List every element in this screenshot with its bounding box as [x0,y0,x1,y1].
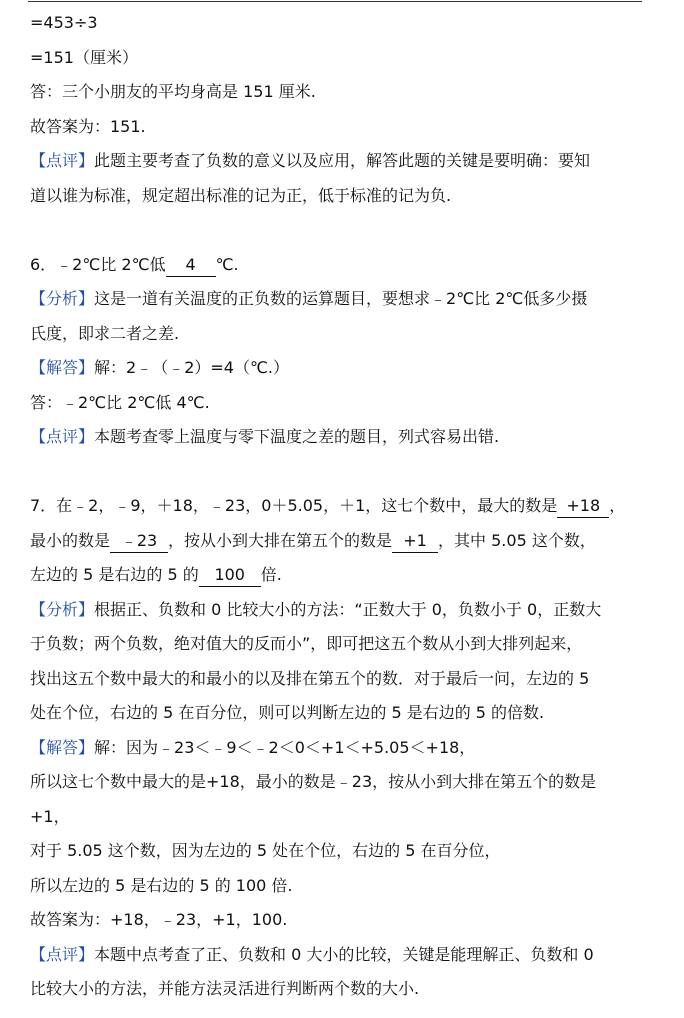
question-7-stem [30,558,644,593]
stem-text: 6．﹣2℃比 2℃低 [30,254,166,274]
solution-line [30,351,644,386]
review-tag: 【点评】 [30,944,95,964]
analysis-line: 找出这五个数中最大的和最小的以及排在第五个的数．对于最后一问，左边的 5 [30,668,590,688]
solution-line: +1， [30,806,70,826]
solution-line: 对于 5.05 这个数，因为左边的 5 处在个位，右边的 5 在百分位， [30,841,501,860]
question-7-stem [30,489,644,524]
page-top-rule [28,1,642,2]
stem-text: ，按从小到大排在第五个的数是 [168,530,393,550]
review-line [30,420,644,455]
text-line: =151（厘米） [30,47,138,67]
review-line: 比较大小的方法，并能方法灵活进行判断两个数的大小. [30,979,420,998]
stem-text: 倍. [260,565,282,584]
stem-text: ℃. [215,254,239,274]
review-text: 此题主要考查了负数的意义以及应用，解答此题的关键是要明确：要知 [94,151,591,170]
answer-line: 答：三个小朋友的平均身高是 151 厘米. [30,82,316,101]
answer-blank: ﹣23 [110,530,168,553]
analysis-line [30,593,644,628]
answer-blank: +1 [392,530,438,553]
spacer [30,455,644,490]
analysis-line: 于负数；两个负数，绝对值大的反而小”，即可把这五个数从小到大排列起来， [30,634,583,653]
review-line: 道以谁为标准，规定超出标准的记为正，低于标准的记为负. [30,185,452,205]
analysis-tag: 【分析】 [30,599,95,619]
answer-blank: 100 [199,564,261,587]
question-7-stem [30,524,644,559]
review-line [30,938,644,973]
text-line: =453÷3 [30,13,98,32]
solution-text: 解：因为﹣23＜﹣9＜﹣2＜0＜+1＜+5.05＜+18， [94,737,476,757]
analysis-line: 氏度，即求二者之差. [30,323,180,343]
spacer [30,213,644,248]
document-body [30,6,644,1007]
review-text: 本题考查零上温度与零下温度之差的题目，列式容易出错. [94,427,500,446]
stem-text: ，其中 5.05 这个数， [438,530,596,550]
stem-text: 7．在﹣2，﹣9，＋18，﹣23，0＋5.05，＋1，这七个数中，最大的数是 [30,496,558,515]
answer-blank: +18 [557,495,609,518]
solution-tag: 【解答】 [30,358,95,377]
solution-line [30,731,644,766]
analysis-line [30,282,644,317]
review-tag: 【点评】 [30,151,95,170]
solution-tag: 【解答】 [30,737,95,757]
review-line [30,144,644,179]
analysis-text: 这是一道有关温度的正负数的运算题目，要想求﹣2℃比 2℃低多少摄 [94,289,588,308]
stem-text: 最小的数是 [30,530,111,550]
solution-text: 解：2﹣（﹣2）=4（℃.） [94,358,290,377]
stem-text: ， [609,496,626,515]
review-text: 本题中点考查了正、负数和 0 大小的比较，关键是能理解正、负数和 0 [94,944,594,964]
solution-line: 所以左边的 5 是右边的 5 的 100 倍. [30,875,293,895]
final-answer-line: 故答案为：151. [30,116,146,136]
question-6-stem [30,248,644,283]
stem-text: 左边的 5 是右边的 5 的 [30,565,199,584]
analysis-text: 根据正、负数和 0 比较大小的方法：“正数大于 0，负数小于 0，正数大 [94,599,602,619]
answer-blank: 4 [166,254,216,277]
analysis-tag: 【分析】 [30,289,95,308]
final-answer-line: 故答案为：+18，﹣23，+1，100. [30,910,288,929]
answer-line: 答：﹣2℃比 2℃低 4℃. [30,392,210,412]
review-tag: 【点评】 [30,427,95,446]
analysis-line: 处在个位，右边的 5 在百分位，则可以判断左边的 5 是右边的 5 的倍数. [30,703,545,722]
solution-line: 所以这七个数中最大的是+18，最小的数是﹣23，按从小到大排在第五个的数是 [30,772,597,791]
